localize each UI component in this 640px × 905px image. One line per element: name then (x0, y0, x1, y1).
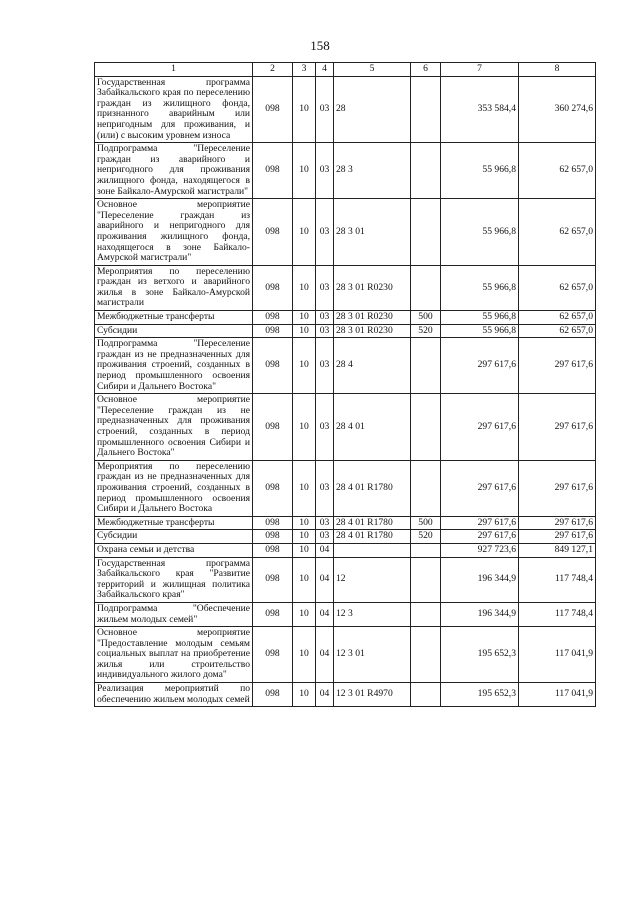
row-sum-a: 196 344,9 (441, 602, 519, 626)
row-sum-b: 117 041,9 (519, 627, 596, 683)
row-subsection: 03 (316, 324, 334, 338)
table-row (95, 324, 596, 338)
table-row (95, 543, 596, 557)
row-type (411, 557, 441, 602)
header-cell: 6 (411, 63, 441, 77)
row-target (334, 543, 411, 557)
row-subsection: 03 (316, 394, 334, 461)
row-subsection: 03 (316, 530, 334, 544)
row-code: 098 (253, 460, 293, 516)
row-subsection: 04 (316, 602, 334, 626)
row-name: Межбюджетные трансферты (95, 311, 253, 325)
table-row (95, 530, 596, 544)
row-target: 28 (334, 76, 411, 143)
row-type: 520 (411, 530, 441, 544)
row-subsection: 03 (316, 76, 334, 143)
row-sum-b: 117 748,4 (519, 557, 596, 602)
row-code: 098 (253, 530, 293, 544)
row-name: Подпрограмма "Переселение граждан из аварийного и непригодного для проживания жилищного фонда, находящегося в зоне Байкало-Амурской магистрали" (95, 143, 253, 199)
row-subsection: 04 (316, 627, 334, 683)
table-row (95, 311, 596, 325)
row-type: 500 (411, 516, 441, 530)
row-type (411, 602, 441, 626)
row-sum-b: 297 617,6 (519, 460, 596, 516)
row-name: Межбюджетные трансферты (95, 516, 253, 530)
table-row (95, 76, 596, 143)
row-code: 098 (253, 265, 293, 310)
row-type (411, 394, 441, 461)
row-name: Подпрограмма "Переселение граждан из не предназначенных для проживания строений, созданных в период промышленного освоения Сибири и Дальнего Востока" (95, 338, 253, 394)
row-sum-b: 117 748,4 (519, 602, 596, 626)
row-sum-a: 55 966,8 (441, 265, 519, 310)
row-section: 10 (293, 557, 316, 602)
row-sum-b: 62 657,0 (519, 311, 596, 325)
row-sum-b: 62 657,0 (519, 324, 596, 338)
table-row (95, 394, 596, 461)
row-sum-a: 927 723,6 (441, 543, 519, 557)
header-cell: 8 (519, 63, 596, 77)
row-section: 10 (293, 460, 316, 516)
row-sum-b: 62 657,0 (519, 265, 596, 310)
table-row (95, 199, 596, 266)
row-name: Государственная программа Забайкальского края по переселению граждан из жилищного фонда, признанного аварийным или непригодным для проживания, и (или) с высоким уровнем износа (95, 76, 253, 143)
row-name: Подпрограмма "Обеспечение жильем молодых семей" (95, 602, 253, 626)
row-code: 098 (253, 143, 293, 199)
row-subsection: 03 (316, 311, 334, 325)
row-section: 10 (293, 530, 316, 544)
row-code: 098 (253, 199, 293, 266)
row-sum-a: 297 617,6 (441, 394, 519, 461)
header-cell: 2 (253, 63, 293, 77)
budget-table (94, 62, 596, 707)
row-name: Субсидии (95, 530, 253, 544)
row-code: 098 (253, 516, 293, 530)
row-sum-a: 195 652,3 (441, 683, 519, 707)
row-type (411, 143, 441, 199)
table-row (95, 516, 596, 530)
row-sum-b: 297 617,6 (519, 530, 596, 544)
row-code: 098 (253, 627, 293, 683)
row-target: 12 3 01 R4970 (334, 683, 411, 707)
row-type (411, 460, 441, 516)
row-type (411, 199, 441, 266)
row-sum-a: 55 966,8 (441, 143, 519, 199)
row-type (411, 683, 441, 707)
row-section: 10 (293, 683, 316, 707)
row-target: 28 4 01 (334, 394, 411, 461)
row-name: Основное мероприятие "Переселение граждан из не предназначенных для проживания строений, созданных в период промышленного освоения Сибири и Дальнего Востока" (95, 394, 253, 461)
row-sum-b: 62 657,0 (519, 199, 596, 266)
row-section: 10 (293, 516, 316, 530)
row-target: 28 4 01 R1780 (334, 516, 411, 530)
row-code: 098 (253, 602, 293, 626)
header-cell: 3 (293, 63, 316, 77)
row-sum-b: 297 617,6 (519, 394, 596, 461)
row-subsection: 04 (316, 557, 334, 602)
table-row (95, 683, 596, 707)
header-cell: 5 (334, 63, 411, 77)
row-section: 10 (293, 602, 316, 626)
row-target: 28 3 01 R0230 (334, 311, 411, 325)
row-sum-b: 62 657,0 (519, 143, 596, 199)
row-sum-b: 297 617,6 (519, 516, 596, 530)
row-subsection: 03 (316, 199, 334, 266)
row-target: 28 4 (334, 338, 411, 394)
header-row (95, 63, 596, 77)
row-type (411, 265, 441, 310)
row-target: 28 3 01 R0230 (334, 324, 411, 338)
row-section: 10 (293, 627, 316, 683)
row-target: 12 3 01 (334, 627, 411, 683)
row-type (411, 543, 441, 557)
table-body (95, 63, 596, 707)
row-code: 098 (253, 338, 293, 394)
row-name: Охрана семьи и детства (95, 543, 253, 557)
row-sum-b: 849 127,1 (519, 543, 596, 557)
row-type (411, 338, 441, 394)
row-target: 12 3 (334, 602, 411, 626)
table-row (95, 143, 596, 199)
row-sum-a: 55 966,8 (441, 324, 519, 338)
row-code: 098 (253, 76, 293, 143)
header-cell: 7 (441, 63, 519, 77)
table-row (95, 627, 596, 683)
row-code: 098 (253, 683, 293, 707)
row-code: 098 (253, 311, 293, 325)
row-type: 520 (411, 324, 441, 338)
row-sum-b: 360 274,6 (519, 76, 596, 143)
row-target: 28 3 (334, 143, 411, 199)
row-type: 500 (411, 311, 441, 325)
row-section: 10 (293, 324, 316, 338)
row-sum-a: 297 617,6 (441, 516, 519, 530)
row-sum-a: 55 966,8 (441, 199, 519, 266)
row-subsection: 03 (316, 143, 334, 199)
row-target: 28 4 01 R1780 (334, 460, 411, 516)
row-code: 098 (253, 557, 293, 602)
row-section: 10 (293, 394, 316, 461)
row-subsection: 03 (316, 338, 334, 394)
row-section: 10 (293, 76, 316, 143)
row-code: 098 (253, 543, 293, 557)
row-subsection: 04 (316, 683, 334, 707)
table-row (95, 265, 596, 310)
row-subsection: 04 (316, 543, 334, 557)
header-cell: 1 (95, 63, 253, 77)
row-target: 28 4 01 R1780 (334, 530, 411, 544)
row-name: Государственная программа Забайкальского края "Развитие территорий и жилищная политика Забайкальского края" (95, 557, 253, 602)
row-section: 10 (293, 543, 316, 557)
row-section: 10 (293, 199, 316, 266)
row-sum-b: 117 041,9 (519, 683, 596, 707)
row-target: 28 3 01 R0230 (334, 265, 411, 310)
row-name: Основное мероприятие "Переселение граждан из аварийного и непригодного для проживания жилищного фонда, находящегося в зоне Байкало-Амурской магистрали" (95, 199, 253, 266)
row-sum-a: 297 617,6 (441, 338, 519, 394)
row-type (411, 76, 441, 143)
row-name: Реализация мероприятий по обеспечению жильем молодых семей (95, 683, 253, 707)
row-sum-a: 196 344,9 (441, 557, 519, 602)
row-sum-a: 297 617,6 (441, 460, 519, 516)
row-target: 28 3 01 (334, 199, 411, 266)
header-cell: 4 (316, 63, 334, 77)
row-section: 10 (293, 311, 316, 325)
row-subsection: 03 (316, 265, 334, 310)
row-name: Основное мероприятие "Предоставление молодым семьям социальных выплат на приобретение жилья или строительство индивидуального жилого дома" (95, 627, 253, 683)
table-row (95, 338, 596, 394)
row-sum-a: 55 966,8 (441, 311, 519, 325)
row-name: Мероприятия по переселению граждан из ветхого и аварийного жилья в зоне Байкало-Амурской магистрали (95, 265, 253, 310)
row-sum-a: 297 617,6 (441, 530, 519, 544)
table-row (95, 460, 596, 516)
row-subsection: 03 (316, 460, 334, 516)
row-subsection: 03 (316, 516, 334, 530)
row-sum-b: 297 617,6 (519, 338, 596, 394)
table-row (95, 602, 596, 626)
row-sum-a: 195 652,3 (441, 627, 519, 683)
row-section: 10 (293, 143, 316, 199)
row-target: 12 (334, 557, 411, 602)
table-row (95, 557, 596, 602)
row-code: 098 (253, 394, 293, 461)
page-number: 158 (310, 38, 330, 53)
row-name: Мероприятия по переселению граждан из не предназначенных для проживания строений, созданных в период промышленного освоения Сибири и Дальнего Востока (95, 460, 253, 516)
row-type (411, 627, 441, 683)
row-section: 10 (293, 265, 316, 310)
row-sum-a: 353 584,4 (441, 76, 519, 143)
row-name: Субсидии (95, 324, 253, 338)
row-section: 10 (293, 338, 316, 394)
row-code: 098 (253, 324, 293, 338)
